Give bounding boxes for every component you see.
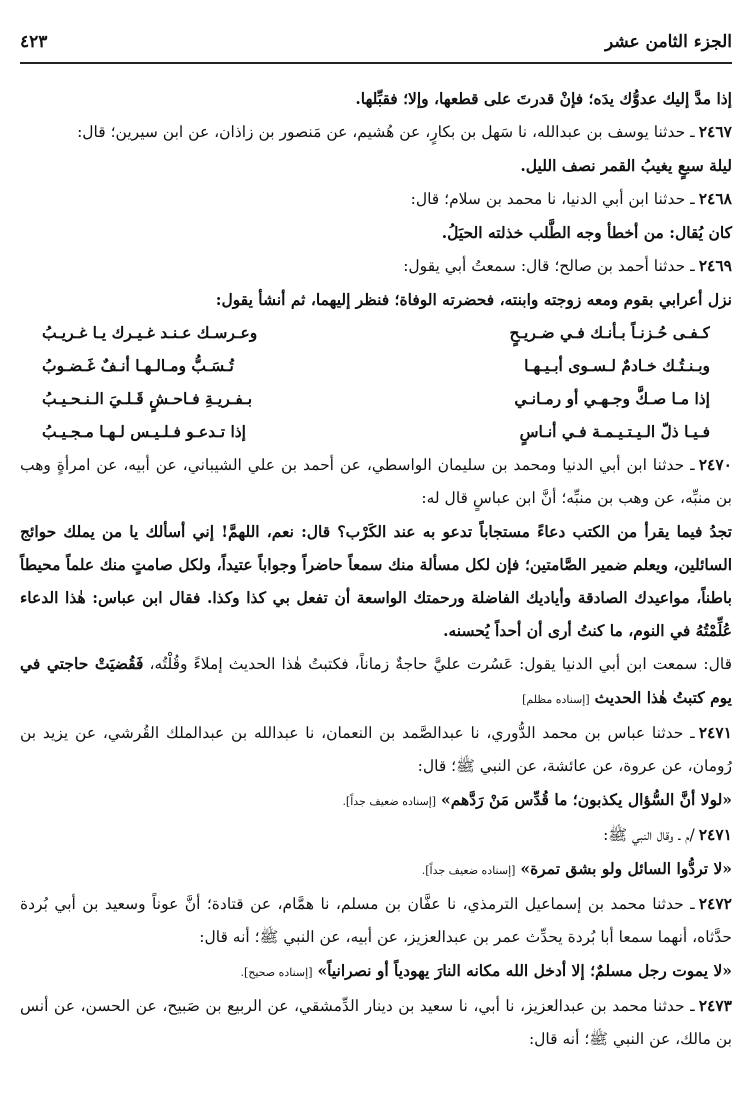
page-body	[20, 82, 732, 1056]
hadith-text-2469: نزل أعرابي بقوم ومعه زوجته وابنته، فحضرته الوفاة؛ فنظر إليهما، ثم أنشأ يقول:	[215, 290, 732, 309]
poem-hemistich-right: إذا مـا صـكَّ وجـهـي أو رمـانـي	[514, 389, 710, 408]
hadith-number: ٢٤٧١	[698, 825, 732, 844]
chain-text: /م ـ وقال النبي ﷺ:	[603, 826, 695, 844]
chain-text: ـ حدثنا أحمد بن صالح؛ قال: سمعتُ أبي يقول:	[403, 257, 695, 275]
hadith-text-2471	[20, 783, 732, 818]
page-number: ٤٢٣	[20, 32, 48, 52]
narration-text-bold: فَقُضيَتْ حاجتي في يوم كتبتُ هٰذا الحديث	[20, 654, 732, 707]
chain-text: ـ حدثنا يوسف بن عبدالله، نا سَهل بن بكارٍ، عن هُشيم، عن مَنصور بن زاذان، عن ابن سيرين؛ قال:	[77, 123, 695, 141]
hadith-text-2472	[20, 954, 732, 989]
isnad-grade: [إسناده مظلم]	[522, 693, 590, 706]
hadith-number: ٢٤٧٢	[698, 894, 732, 913]
hadith-chain-2471m	[20, 818, 732, 852]
hadith-text-2470: تجدُ فيما يقرأ من الكتب دعاءً مستجاباً تدعو به عند الكَرْب؟ قال: نعم، اللهمَّ! إني أسألك يا من يملك حوائج السائلين، ويعلم ضمير الصَّامتين؛ فإن لكل مسألة منك سمعاً حاضراً وجواباً عتيداً، ولكل صامتٍ منك علماً محيطاً باطناً، مواعيدك الصادقة وأياديك الفاضلة ورحمتك الواسعة أن تفعل بي كذا وكذا. فقال ابن عباس: هٰذا الدعاء عُلِّمْتُهُ في النوم، ما كنتُ أرى أن أحداً يُحسنه.	[20, 522, 732, 640]
poem-hemistich-left: إذا تـدعـو فـلـيـس لـهـا مـجـيـبُ	[42, 422, 246, 441]
hadith-matn: «لولا أنَّ السُّؤال يكذبون؛ ما قُدِّس مَنْ رَدَّهم»	[441, 790, 732, 809]
chain-text: ـ حدثنا ابن أبي الدنيا، نا محمد بن سلام؛ قال:	[410, 190, 695, 208]
hadith-number: ٢٤٦٩	[698, 256, 732, 275]
chain-text: ـ حدثنا ابن أبي الدنيا ومحمد بن سليمان الواسطي، عن أحمد بن علي الشيباني، عن أبيه، عن امرأةٍ وهب بن منبِّه، عن وهب بن منبِّه؛ أنَّ ابن عباسٍ قال له:	[20, 456, 732, 507]
hadith-chain-2467	[20, 115, 732, 149]
isnad-grade: [إسناده ضعيف جداً].	[421, 864, 516, 877]
hadith-number: ٢٤٧٠	[698, 455, 732, 474]
hadith-text-2471m	[20, 852, 732, 887]
narration-paragraph	[20, 647, 732, 716]
hadith-matn: «لا يموت رجل مسلمٌ؛ إلا أدخل الله مكانه النارَ يهودياً أو نصرانياً»	[317, 961, 732, 980]
poem-hemistich-right: كـفـى حُـزنـاً بـأنـك فـي ضـريـحٍ	[509, 323, 710, 342]
hadith-number: ٢٤٧١	[698, 723, 732, 742]
hadith-chain-2468	[20, 182, 732, 216]
hadith-number: ٢٤٧٣	[698, 996, 732, 1015]
chain-text: ـ حدثنا محمد بن عبدالعزيز، نا أبي، نا سعيد بن دينار الدِّمشقي، عن الربيع بن صَبيح، عن الحسن، عن أنس بن مالك، عن النبي ﷺ؛ أنه قال:	[20, 997, 732, 1048]
chain-text: ـ حدثنا عباس بن محمد الدُّوري، نا عبدالصَّمد بن النعمان، نا عبدالله بن عبدالملك القُرشي، عن يزيد بن رُومان، عن عروة، عن عائشة، عن النبي ﷺ؛ قال:	[20, 724, 732, 775]
poem-hemistich-left: وعـرسـك عـنـد غـيـرك يـا غـريـبُ	[42, 323, 258, 342]
hadith-number: ٢٤٦٨	[698, 189, 732, 208]
chain-text: ـ حدثنا محمد بن إسماعيل الترمذي، نا عفَّان بن مسلم، نا همَّام، عن قتادة؛ أنَّ عوناً وسعيد بن أبي بُردة حدَّثاه، أنهما سمعا أبا بُردة يحدِّث عمر بن عبدالعزيز، عن أبيه، عن النبي ﷺ؛ أنه قال:	[20, 895, 732, 946]
hadith-chain-2471	[20, 716, 732, 783]
poem-hemistich-left: بـفـريـةِ فـاحـشٍ قَـلـيَ الـنـحـيـبُ	[42, 389, 253, 408]
poem	[42, 316, 710, 448]
hadith-number: ٢٤٦٧	[698, 122, 732, 141]
hadith-matn: «لا تردُّوا السائل ولو بشق تمرة»	[520, 859, 732, 878]
poem-hemistich-left: تُـسَـبُّ ومـالـهـا أنـفٌ غَـضـوبُ	[42, 356, 234, 375]
poem-hemistich-right: فـيـا ذلّ الـيـتـيـمـة فـي أنـاسٍ	[519, 422, 710, 441]
hadith-text-2467: ليلة سبعٍ يغيبُ القمر نصف الليل.	[520, 156, 732, 175]
hadith-chain-2472	[20, 887, 732, 954]
hadith-text-2468: كان يُقال: من أخطأ وجه الطَّلب خذلته الحيَلُ.	[441, 223, 732, 242]
hadith-chain-2469	[20, 249, 732, 283]
hadith-chain-2473	[20, 989, 732, 1056]
text-paragraph: إذا مدَّ إليك عدوُّك يدَه؛ فإنْ قدرتَ على قطعها، وإلا؛ فقبِّلها.	[355, 89, 732, 108]
isnad-grade: [إسناده ضعيف جداً].	[342, 795, 437, 808]
hadith-chain-2470	[20, 448, 732, 515]
running-title: الجزء الثامن عشر	[604, 32, 732, 52]
isnad-grade: [إسناده صحيح].	[240, 966, 313, 979]
page-header	[20, 22, 732, 64]
narration-text: قال: سمعت ابن أبي الدنيا يقول: عَسُرت عليَّ حاجةٌ زماناً، فكتبتُ هٰذا الحديث إملاءً وقُلْتُه،	[149, 655, 733, 673]
poem-hemistich-right: وبـنـتُـك خـادمٌ لـسـوى أبـيـهـا	[524, 356, 710, 375]
